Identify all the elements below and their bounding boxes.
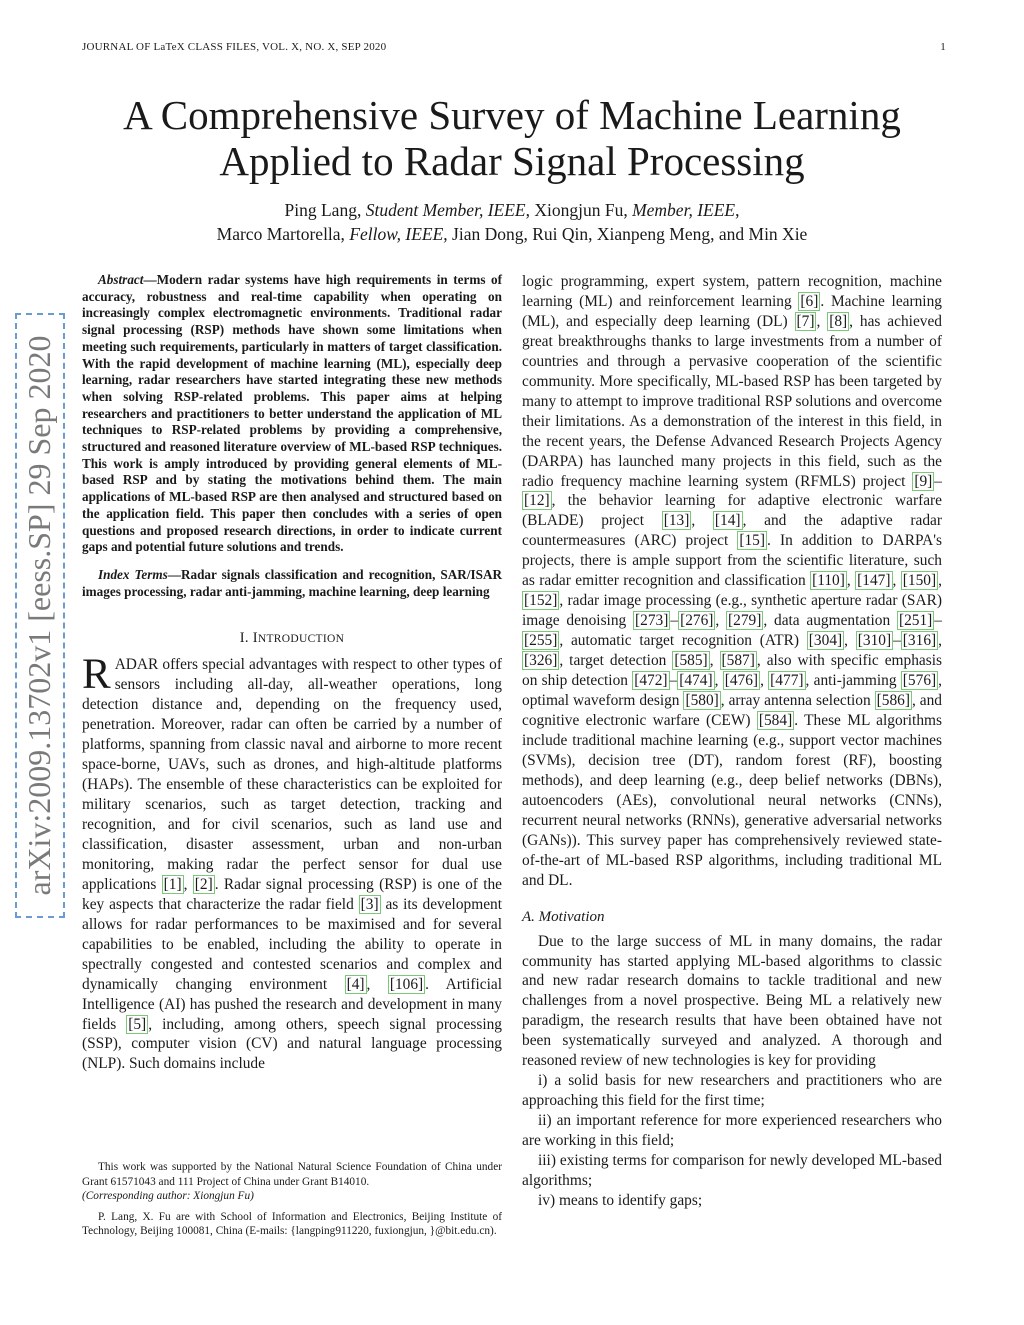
corresponding-author: (Corresponding author: Xiongjun Fu) [82, 1190, 254, 1202]
citation-link[interactable]: [477] [770, 672, 804, 690]
citation-link[interactable]: [150] [902, 572, 937, 590]
separator: , [892, 572, 901, 590]
citation-link[interactable]: [476] [724, 672, 759, 690]
citation-link[interactable]: [6] [800, 292, 819, 310]
body-text-run: , automatic target recognition (ATR) [559, 632, 807, 650]
citation-link[interactable]: [251] [898, 612, 933, 630]
author-affil: Member, IEEE [632, 200, 736, 220]
separator: , [760, 672, 769, 690]
separator: , [691, 512, 713, 530]
citation-link[interactable]: [474] [679, 672, 713, 690]
citation-link[interactable]: [472] [634, 672, 668, 690]
range-dash: – [670, 612, 679, 630]
body-text-run: , has achieved great breakthroughs thanks to large investments from a number of countries and through a pervasive cooperation of the scientific community. More specifically, ML-based RSP has been targeted by many to attempt to improve traditional RSP solutions and overcome their limitations. As a demonstration of the interest in this field, in the recent years, the Defense Advanced Research Projects Agency (DARPA) has launched many projects in this field, such as the radio frequency machine learning system (RFMLS) project [522, 312, 942, 490]
body-text-run: , and the adaptive radar countermeasures (ARC) project [522, 512, 942, 550]
body-text-run: , optimal waveform design [522, 672, 942, 710]
citation-link[interactable]: [584] [758, 711, 793, 729]
body-text-run: , also with specific emphasis on ship detection [522, 652, 942, 690]
citation-link[interactable]: [576] [902, 672, 937, 690]
body-text-run: , and cognitive electronic warfare (CEW) [522, 692, 942, 729]
abstract-text: —Modern radar systems have high requirements in terms of accuracy, robustness and real-time capability when operating on increasingly complex electromagnetic environments. Traditional radar signal processing (RSP) methods have shown some limitations when meeting such requirements, particularly in matters of target classification. With the rapid development of machine learning (ML), especially deep learning, radar researchers have started integrating these new methods when solving RSP-related problems. This paper aims at helping researchers and practitioners to better understand the application of ML techniques to RSP-related problems by providing a comprehensive, structured and reasoned literature overview of ML-based RSP techniques. This work is amply introduced by providing general elements of ML-based RSP and by stating the motivations behind them. The main applications of ML-based RSP are then analysed and structured based on the application field. This paper then concludes with a series of open questions and proposed research directions, in order to indicate current gaps and potential future solutions and trends. [82, 272, 502, 555]
separator: , [816, 312, 828, 330]
body-text-run: , anti-jamming [805, 672, 901, 690]
citation-link[interactable]: [585] [674, 652, 708, 670]
citation-link[interactable]: [587] [721, 652, 755, 670]
citation-link[interactable]: [110] [812, 572, 845, 590]
citation-link[interactable]: [304] [808, 632, 843, 650]
motivation-list-item: i) a solid basis for new researchers and practitioners who are approaching this field for the first time; [522, 1072, 942, 1110]
motivation-list-item: iii) existing terms for comparison for newly developed ML-based algorithms; [522, 1152, 942, 1189]
citation-link[interactable]: [580] [685, 692, 719, 710]
separator: , [183, 875, 193, 893]
separator: , [844, 632, 856, 650]
author-names: Ping Lang, [284, 200, 366, 220]
running-header [82, 41, 946, 53]
body-text-run: , the behavior learning for adaptive electronic warfare (BLADE) project [522, 492, 942, 530]
separator: , [709, 652, 720, 670]
separator: , [846, 572, 856, 590]
author-names: , Xiongjun Fu, [525, 200, 633, 220]
citation-link[interactable]: [9] [914, 472, 933, 490]
citation-link[interactable]: [5] [128, 1015, 147, 1033]
introduction-continued-paragraph [522, 272, 942, 891]
body-text-run: , including, among others, speech signal processing (SSP), computer vision (CV) and natural language processing (NLP). Such domains include [82, 1015, 502, 1073]
citation-link[interactable]: [106] [389, 975, 424, 993]
author-punct: , [735, 200, 740, 220]
citation-link[interactable]: [1] [163, 875, 182, 893]
paper-title: A Comprehensive Survey of Machine Learning Applied to Radar Signal Processing [123, 92, 901, 184]
range-dash: – [669, 672, 678, 690]
separator: , [714, 672, 723, 690]
index-terms-text: —Radar signals classification and recognition, SAR/ISAR images processing, radar anti-jamming, machine learning, deep learning [82, 566, 502, 599]
footnote-affiliation: P. Lang, X. Fu are with School of Information and Electronics, Beijing Institute of Technology, Beijing 100081, China (E-mails: {langping911220, fuxiongjun, }@bit.edu.cn). [82, 1210, 502, 1237]
citation-link[interactable]: [3] [360, 895, 379, 913]
introduction-paragraph [82, 651, 503, 1074]
index-terms-label: Index Terms [98, 566, 168, 582]
range-dash: – [893, 632, 901, 650]
author-line-1 [82, 198, 942, 222]
body-text-run: . Radar signal processing (RSP) is one of the key aspects that characterize the radar field [82, 875, 502, 913]
index-terms [82, 567, 502, 600]
section-heading-introduction [82, 630, 502, 647]
subsection-heading-motivation: A. Motivation [522, 908, 605, 925]
right-column [522, 272, 942, 1211]
footnotes [82, 1160, 502, 1239]
citation-link[interactable]: [276] [680, 612, 714, 630]
author-list [82, 198, 942, 246]
body-text-run: as its development allows for radar performances to be maximised and for several capabilities to be enabled, including the ability to operate in spectrally congested and contested scenarios and complex and dynamically changing environment [82, 895, 503, 993]
citation-link[interactable]: [279] [728, 612, 762, 630]
author-names: Marco Martorella, [216, 224, 350, 244]
citation-link[interactable]: [12] [524, 492, 550, 510]
arxiv-identifier-stamp: arXiv:2009.13702v1 [eess.SP] 29 Sep 2020 [15, 313, 65, 918]
author-affil: Fellow, IEEE [349, 224, 444, 244]
citation-link[interactable]: [310] [857, 632, 892, 650]
citation-link[interactable]: [255] [524, 632, 558, 650]
citation-link[interactable]: [273] [635, 612, 669, 630]
abstract [82, 272, 502, 556]
page-number: 1 [940, 41, 946, 53]
section-numeral: I. [239, 630, 253, 647]
body-text-run: . Artificial Intelligence (AI) has pushed the research and development in many fields [82, 975, 502, 1033]
body-text-run: , target detection [559, 652, 673, 670]
body-text-run: . Machine learning (ML), and especially deep learning (DL) [522, 292, 942, 330]
abstract-label: Abstract [98, 272, 144, 287]
author-affil: Student Member, IEEE [365, 200, 526, 220]
body-text-run: . These ML algorithms include traditional machine learning (e.g., support vector machines (SVMs), decision tree (DT), random forest (RF), boosting methods), and deep learning (e.g., deep belief networks (DBNs), autoencoders (AEs), convolutional neural networks (CNNs), recurrent neural networks (RNNs), generative adversarial networks (GANs)). This survey paper has comprehensively reviewed state-of-the-art of ML-based RSP algorithms, including traditional ML and DL. [522, 711, 942, 889]
section-initial: I [252, 630, 258, 647]
dropcap: R [82, 651, 111, 699]
body-text-run: . In addition to DARPA's projects, there is ample support from the scientific literature, such as radar emitter recognition and classification [522, 532, 942, 590]
citation-link[interactable]: [8] [829, 312, 848, 330]
journal-title: JOURNAL OF LaTeX CLASS FILES, VOL. X, NO. X, SEP 2020 [82, 41, 387, 53]
motivation-list-item: ii) an important reference for more experienced researchers who are working in this field; [522, 1112, 942, 1150]
separator: , [938, 572, 942, 590]
citation-link[interactable]: [7] [796, 312, 815, 330]
citation-link[interactable]: [152] [524, 592, 558, 610]
left-column [82, 272, 502, 1074]
range-dash: – [934, 612, 942, 630]
separator: , [938, 632, 942, 650]
body-text-run: , data augmentation [763, 612, 897, 630]
author-line-2 [82, 222, 942, 246]
separator: , [366, 975, 388, 993]
citation-link[interactable]: [147] [857, 572, 891, 590]
citation-link[interactable]: [14] [714, 512, 741, 530]
citation-link[interactable]: [15] [739, 532, 765, 550]
body-text-run: , radar image processing (e.g., synthetic aperture radar (SAR) image denoising [522, 592, 942, 630]
body-text-run: logic programming, expert system, pattern recognition, machine learning (ML) and reinforcement learning [522, 273, 942, 310]
range-dash: – [934, 472, 942, 490]
motivation-paragraph: Due to the large success of ML in many domains, the radar community has started applying ML-based algorithms to classic and new radar research domains to tackle traditional and new challenges from a novel prospective. Being ML a relatively new paradigm, the research results that have been obtained have not been systematically surveyed and analyzed. A thorough and reasoned review of new technologies is key for providing [522, 932, 942, 1070]
citation-link[interactable]: [316] [902, 632, 937, 650]
citation-link[interactable]: [2] [194, 875, 213, 893]
citation-link[interactable]: [586] [876, 692, 910, 710]
citation-link[interactable]: [13] [663, 512, 690, 530]
separator: , [715, 612, 727, 630]
section-title-rest: NTRODUCTION [257, 633, 345, 646]
body-text-run: , array antenna selection [720, 692, 875, 710]
author-names: , Jian Dong, Rui Qin, Xianpeng Meng, and Min Xie [443, 224, 808, 244]
footnote-funding: This work was supported by the National Natural Science Foundation of China under Grant 61571043 and 111 Project of China under Grant B14010. [82, 1161, 502, 1188]
citation-link[interactable]: [326] [524, 652, 558, 670]
footnote-corresponding [82, 1189, 502, 1204]
body-text-run: ADAR offers special advantages with respect to other types of sensors including all-day, all-weather operations, long detection distance and, depending on the frequency used, penetration. Moreover, radar can often be carried by a number of platforms, spanning from classic naval and airborne to more recent space-borne, UAVs, such as drones, and high-altitude platforms (HAPs). The ensemble of these characteristics can be exploited for military scenarios, such as target detection, tracking and recognition, and for civil scenarios, such as land use and classification, disaster assessment, urban and non-urban monitoring, making radar the perfect sensor for dual use applications [82, 656, 502, 893]
citation-link[interactable]: [4] [346, 975, 365, 993]
motivation-list-item: iv) means to identify gaps; [538, 1191, 703, 1209]
